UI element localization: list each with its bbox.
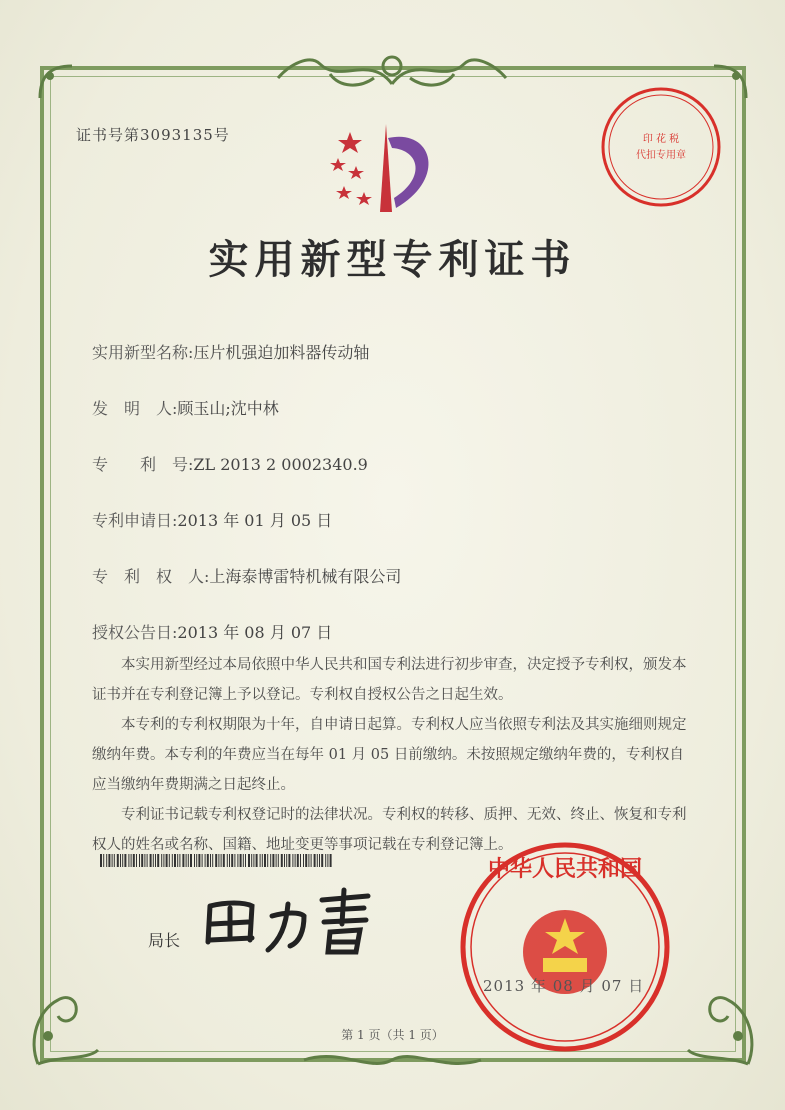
barcode-bar [215,854,217,867]
barcode-bar [251,854,252,867]
corner-ornament-bottom-left [18,980,104,1070]
field-grant-date [92,620,332,643]
barcode-bar [256,854,258,867]
field-value: 2013 年 01 月 05 日 [177,511,333,530]
barcode-bar [188,854,189,867]
body-paragraph: 专利证书记载专利权登记时的法律状况。专利权的转移、质押、无效、终止、恢复和专利权人的姓名或名称、国籍、地址变更等事项记载在专利登记簿上。 [92,807,687,853]
barcode-bar [243,854,244,867]
barcode-bar [169,854,170,867]
field-label: 授权公告日: [92,623,178,642]
barcode-bar [212,854,213,867]
barcode-bar [157,854,159,867]
barcode-bar [311,854,312,867]
barcode-bar [319,854,320,867]
field-patent-number [92,452,368,475]
barcode-bar [284,854,285,867]
barcode-bar [300,854,301,867]
barcode-bar [108,854,110,867]
body-paragraph: 本实用新型经过本局依照中华人民共和国专利法进行初步审查，决定授予专利权，颁发本证书并在专利登记簿上予以登记。专利权自授权公告之日起生效。 [92,657,687,703]
barcode-bar [166,854,168,867]
barcode-bar [124,854,126,867]
barcode-bar [190,854,192,867]
barcode-bar [141,854,143,867]
barcode-bar [237,854,238,867]
certificate-body-text [92,650,692,860]
barcode-bar [114,854,115,867]
field-inventor [92,396,279,419]
barcode-bar [133,854,135,867]
barcode-bar [303,854,304,867]
barcode-bar [327,854,328,867]
barcode-bar [131,854,132,867]
barcode-bar [262,854,263,867]
barcode-bar [117,854,119,867]
barcode-bar [270,854,271,867]
barcode-bar [218,854,219,867]
barcode-bar [100,854,102,867]
national-ip-administration-seal [458,840,672,1054]
barcode-bar [202,854,203,867]
barcode-bar [186,854,187,867]
barcode-bar [112,854,113,867]
barcode-bar [305,854,307,867]
certificate-title: 实用新型专利证书 [208,236,577,283]
field-value: 上海泰博雷特机械有限公司 [209,567,402,586]
barcode-bar [150,854,152,867]
barcode-bar [196,854,197,867]
barcode [100,854,332,867]
field-label: 发 明 人: [92,399,178,418]
director-signature [196,880,376,960]
tax-stamp-seal [598,84,724,210]
field-label: 实用新型名称: [92,343,194,362]
barcode-bar [240,854,242,867]
field-value: 压片机强迫加料器传动轴 [193,343,370,362]
field-label: 专利申请日: [92,511,178,530]
corner-ornament-bottom-right [682,980,768,1070]
barcode-bar [103,854,104,867]
barcode-bar [144,854,145,867]
barcode-bar [210,854,211,867]
barcode-bar [260,854,261,867]
barcode-bar [122,854,123,867]
barcode-bar [106,854,107,867]
page-footer: 第 1 页（共 1 页） [341,1028,444,1042]
barcode-bar [292,854,293,867]
barcode-bar [267,854,268,867]
svg-text:中华人民共和国: 中华人民共和国 [487,856,643,882]
barcode-bar [288,854,290,867]
barcode-bar [330,854,332,867]
svg-text:印 花 税: 印 花 税 [642,134,680,145]
barcode-bar [245,854,246,867]
director-label: 局长 [148,931,181,950]
barcode-bar [295,854,296,867]
barcode-bar [281,854,283,867]
barcode-bar [314,854,316,867]
barcode-bar [221,854,222,867]
barcode-bar [207,854,209,867]
barcode-bar [272,854,274,867]
barcode-bar [253,854,254,867]
svg-text:代扣专用章: 代扣专用章 [636,150,686,161]
barcode-bar [163,854,164,867]
field-value: ZL 2013 2 0002340.9 [193,455,368,474]
barcode-bar [136,854,137,867]
field-value: 顾玉山;沈中林 [177,399,279,418]
barcode-bar [139,854,140,867]
barcode-bar [128,854,129,867]
barcode-bar [147,854,148,867]
barcode-bar [264,854,266,867]
body-paragraph: 本专利的专利权期限为十年，自申请日起算。专利权人应当依照专利法及其实施细则规定缴纳年费。本专利的年费应当在每年 01 月 05 日前缴纳。未按照规定缴纳年费的，专利权自应当缴纳年费期满之日起终止。 [92,717,687,793]
barcode-bar [177,854,178,867]
barcode-bar [231,854,233,867]
barcode-bar [153,854,154,867]
sipo-logo-icon [322,108,452,218]
barcode-bar [248,854,250,867]
barcode-bar [297,854,299,867]
field-label: 专 利 号: [92,455,194,474]
barcode-bar [227,854,228,867]
barcode-bar [172,854,173,867]
barcode-bar [276,854,277,867]
barcode-bar [205,854,206,867]
field-application-date [92,508,332,531]
barcode-bar [198,854,200,867]
barcode-bar [223,854,225,867]
barcode-bar [325,854,326,867]
barcode-bar [155,854,156,867]
barcode-bar [229,854,230,867]
barcode-bar [278,854,279,867]
seal-date: 2013 年 08 月 07 日 [483,977,645,995]
corner-ornament-top-left [36,62,76,102]
field-utility-model-name [92,340,369,363]
barcode-bar [194,854,195,867]
barcode-bar [174,854,176,867]
field-patentee [92,564,401,587]
barcode-bar [234,854,235,867]
barcode-bar [120,854,121,867]
top-ornament [270,44,515,96]
barcode-bar [321,854,323,867]
barcode-bar [161,854,162,867]
field-label: 专 利 权 人: [92,567,210,586]
barcode-bar [179,854,180,867]
barcode-bar [317,854,318,867]
barcode-bar [182,854,184,867]
barcode-bar [308,854,309,867]
field-value: 2013 年 08 月 07 日 [177,623,333,642]
barcode-bar [286,854,287,867]
certificate-number: 证书号第3093135号 [76,126,230,144]
